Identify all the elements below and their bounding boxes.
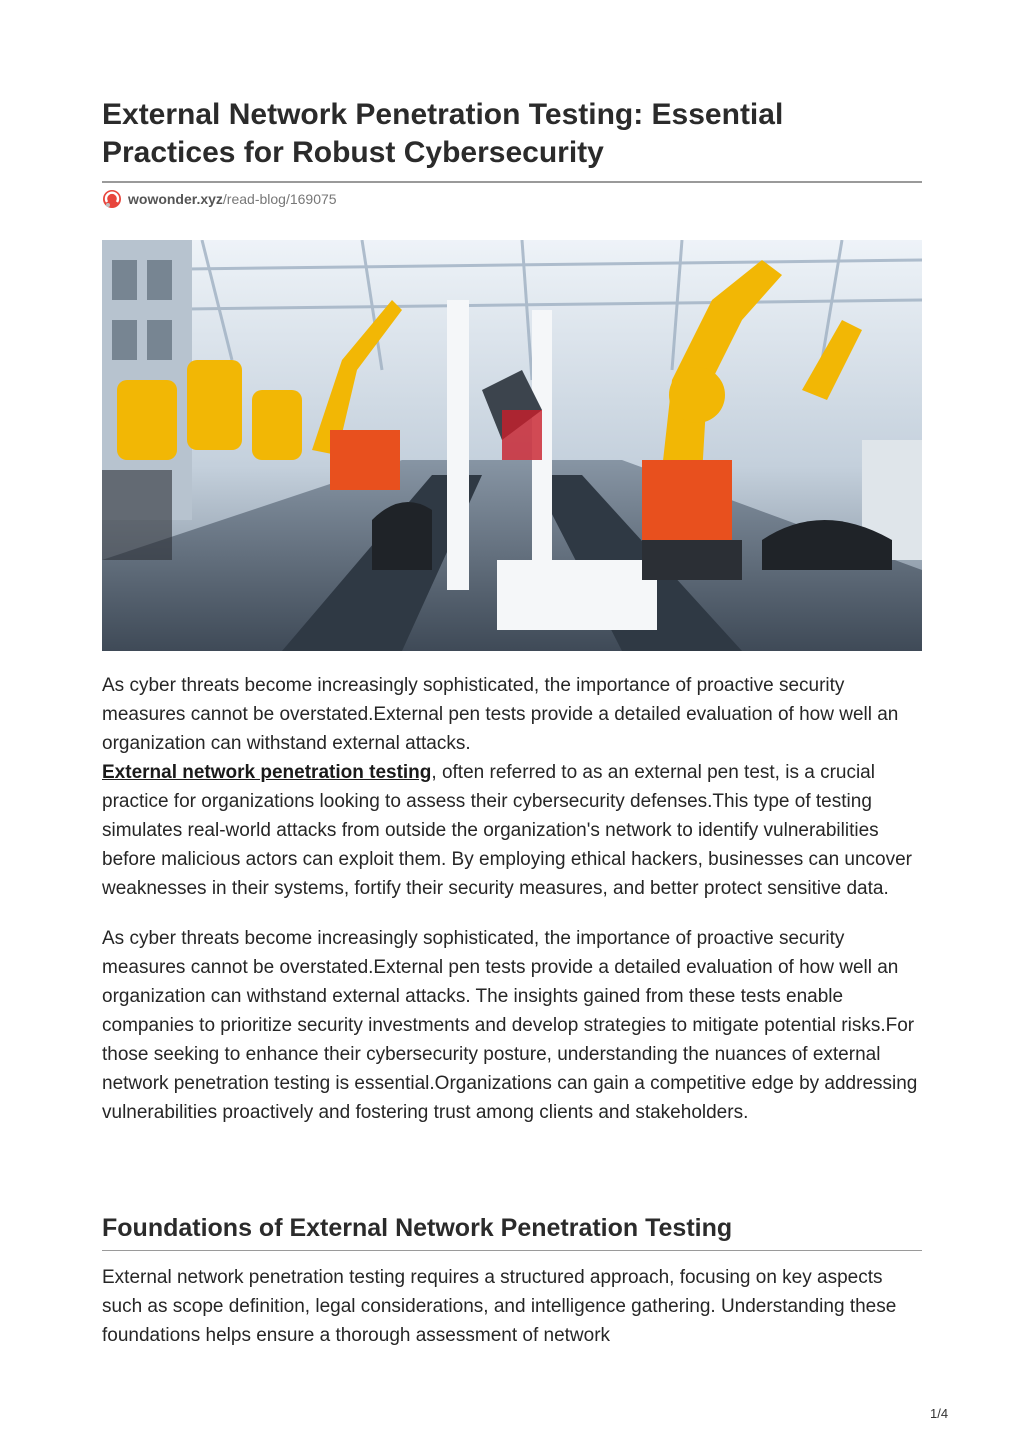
- source-line[interactable]: [102, 189, 337, 209]
- article-title: External Network Penetration Testing: Essential Practices for Robust Cybersecurity: [102, 98, 784, 169]
- site-logo-icon: [102, 189, 122, 209]
- section-heading: Foundations of External Network Penetration Testing: [102, 1214, 733, 1242]
- title-divider: [102, 181, 922, 183]
- paragraph-1-intro: As cyber threats become increasingly sophisticated, the importance of proactive security measures cannot be overstated.External pen tests provide a detailed evaluation of how well an organization can withstand external attacks.: [102, 675, 899, 754]
- page-number: 1/4: [930, 1406, 949, 1421]
- section-divider: [102, 1250, 922, 1251]
- paragraph-2: As cyber threats become increasingly sophisticated, the importance of proactive security measures cannot be overstated.External pen tests provide a detailed evaluation of how well an organization can withstand external attacks. The insights gained from these tests enable companies to prioritize security investments and develop strategies to mitigate potential risks.For those seeking to enhance their cybersecurity posture, understanding the nuances of external network penetration testing is essential.Organizations can gain a competitive edge by addressing vulnerabilities proactively and fostering trust among clients and stakeholders.: [102, 928, 918, 1123]
- paragraph-1: [102, 671, 922, 903]
- paragraph-3: External network penetration testing requires a structured approach, focusing on key aspects such as scope definition, legal considerations, and intelligence gathering. Understanding these foundations helps ensure a thorough assessment of network: [102, 1267, 897, 1346]
- source-path[interactable]: /read-blog/169075: [222, 191, 337, 207]
- hero-image-robotic-assembly-line: [102, 240, 922, 651]
- external-network-penetration-testing-link[interactable]: External network penetration testing: [102, 762, 432, 783]
- source-domain[interactable]: wowonder.xyz: [128, 191, 223, 207]
- paragraph-1-rest: , often referred to as an external pen test, is a crucial practice for organizations looking to assess their cybersecurity defenses.This type of testing simulates real-world attacks from outside the organization's network to identify vulnerabilities before malicious actors can exploit them. By employing ethical hackers, businesses can uncover weaknesses in their systems, fortify their security measures, and better protect sensitive data.: [102, 762, 913, 899]
- article-body: [102, 671, 922, 1127]
